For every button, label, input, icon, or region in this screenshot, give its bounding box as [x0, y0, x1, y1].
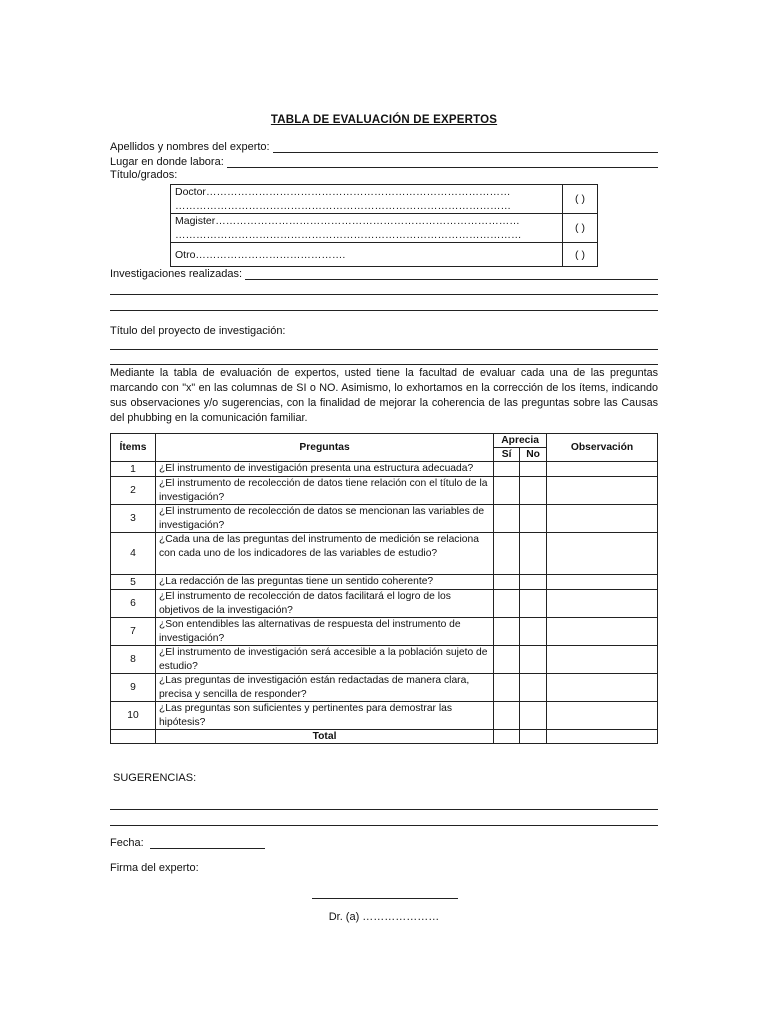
- question-text: ¿El instrumento de recolección de datos facilitará el logro de los objetivos de la investigación?: [155, 590, 493, 618]
- observation-cell[interactable]: [547, 618, 658, 646]
- si-cell[interactable]: [494, 590, 520, 618]
- degree-checkbox[interactable]: ( ): [563, 243, 598, 267]
- total-label: Total: [155, 730, 493, 744]
- table-row: [111, 533, 658, 575]
- questions-header: Preguntas: [155, 434, 493, 462]
- signature-label: Firma del experto:: [110, 862, 199, 874]
- research-blank[interactable]: [245, 269, 658, 280]
- name-field-row: [110, 141, 658, 153]
- work-label: Lugar en donde labora:: [110, 156, 224, 168]
- instructions-paragraph: Mediante la tabla de evaluación de expertos, usted tiene la facultad de evaluar cada una de las preguntas marcando con "x" en las columnas de SI o NO. Asimismo, lo exhortamos en la corrección de los ítems, indicando sus observaciones y/o sugerencias, con la finalidad de mejorar la coherencia de las preguntas sobre las Causas del phubbing en la comunicación familiar.: [110, 367, 658, 424]
- project-label: Título del proyecto de investigación:: [110, 325, 286, 337]
- degree-name: Otro: [175, 248, 196, 261]
- observation-cell[interactable]: [547, 505, 658, 533]
- degree-dots: ……………………………………………………………………………: [205, 186, 511, 198]
- question-text: ¿Cada una de las preguntas del instrumento de medición se relaciona con cada uno de los indicadores de las variables de estudio?: [155, 533, 493, 575]
- item-number: 9: [111, 674, 156, 702]
- item-number: 4: [111, 533, 156, 575]
- degree-row-magister: [171, 214, 598, 243]
- question-text: ¿Las preguntas de investigación están redactadas de manera clara, precisa y sencilla de responder?: [155, 674, 493, 702]
- suggestions-label: SUGERENCIAS:: [113, 772, 197, 784]
- work-blank[interactable]: [227, 157, 658, 168]
- item-number: 7: [111, 618, 156, 646]
- table-row: [111, 505, 658, 533]
- observation-cell[interactable]: [547, 533, 658, 575]
- observation-cell[interactable]: [547, 462, 658, 477]
- degrees-table: [170, 184, 598, 267]
- question-text: ¿Son entendibles las alternativas de respuesta del instrumento de investigación?: [155, 618, 493, 646]
- si-cell[interactable]: [494, 674, 520, 702]
- si-cell[interactable]: [494, 477, 520, 505]
- no-cell[interactable]: [520, 505, 547, 533]
- table-row: [111, 702, 658, 730]
- table-row: [111, 646, 658, 674]
- degree-checkbox[interactable]: ( ): [563, 214, 598, 243]
- question-text: ¿La redacción de las preguntas tiene un sentido coherente?: [155, 575, 493, 590]
- question-text: ¿El instrumento de investigación será accesible a la población sujeto de estudio?: [155, 646, 493, 674]
- observation-cell[interactable]: [547, 674, 658, 702]
- table-row: [111, 462, 658, 477]
- observation-cell[interactable]: [547, 646, 658, 674]
- observation-cell[interactable]: [547, 477, 658, 505]
- no-cell[interactable]: [520, 575, 547, 590]
- no-cell[interactable]: [520, 646, 547, 674]
- degree-name: Doctor: [175, 186, 206, 198]
- degree-dots: ……………………………………………………………………………………: [175, 200, 511, 212]
- research-blank-line[interactable]: [110, 294, 658, 295]
- total-no-cell[interactable]: [520, 730, 547, 744]
- degree-name: Magister: [175, 215, 216, 227]
- degree-cell: [171, 185, 563, 214]
- no-cell[interactable]: [520, 533, 547, 575]
- table-row: [111, 674, 658, 702]
- item-number: 3: [111, 505, 156, 533]
- project-blank-line[interactable]: [110, 364, 658, 365]
- item-number: 5: [111, 575, 156, 590]
- question-text: ¿El instrumento de recolección de datos tiene relación con el título de la investigación?: [155, 477, 493, 505]
- si-cell[interactable]: [494, 618, 520, 646]
- item-number: 2: [111, 477, 156, 505]
- item-number: 8: [111, 646, 156, 674]
- degree-dots: …………………………………….: [195, 248, 346, 261]
- question-text: ¿El instrumento de investigación presenta una estructura adecuada?: [155, 462, 493, 477]
- no-cell[interactable]: [520, 462, 547, 477]
- si-header: Sí: [494, 448, 520, 462]
- no-header: No: [520, 448, 547, 462]
- question-text: ¿Las preguntas son suficientes y pertinentes para demostrar las hipótesis?: [155, 702, 493, 730]
- signer-name: Dr. (a) …………………: [328, 911, 440, 923]
- degree-dots: ………………………………………………………………………………………: [175, 229, 522, 241]
- observation-cell[interactable]: [547, 702, 658, 730]
- degree-cell: [171, 214, 563, 243]
- aprecia-header: Aprecia: [494, 434, 547, 448]
- total-row: [111, 730, 658, 744]
- si-cell[interactable]: [494, 575, 520, 590]
- items-header: Ítems: [111, 434, 156, 462]
- name-label: Apellidos y nombres del experto:: [110, 141, 270, 153]
- suggestions-blank-line[interactable]: [110, 825, 658, 826]
- research-blank-line[interactable]: [110, 310, 658, 311]
- question-text: ¿El instrumento de recolección de datos se mencionan las variables de investigación?: [155, 505, 493, 533]
- evaluation-table: [110, 433, 658, 744]
- degree-row-otro: [171, 243, 598, 267]
- total-observation-cell[interactable]: [547, 730, 658, 744]
- header-row: [111, 434, 658, 448]
- document-title: TABLA DE EVALUACIÓN DE EXPERTOS: [270, 114, 498, 126]
- degree-row-doctor: [171, 185, 598, 214]
- si-cell[interactable]: [494, 462, 520, 477]
- si-cell[interactable]: [494, 646, 520, 674]
- no-cell[interactable]: [520, 477, 547, 505]
- total-empty-cell: [111, 730, 156, 744]
- degree-checkbox[interactable]: ( ): [563, 185, 598, 214]
- si-cell[interactable]: [494, 533, 520, 575]
- table-row: [111, 590, 658, 618]
- si-cell[interactable]: [494, 702, 520, 730]
- observation-header: Observación: [547, 434, 658, 462]
- total-si-cell[interactable]: [494, 730, 520, 744]
- research-label: Investigaciones realizadas:: [110, 268, 243, 280]
- date-label: Fecha:: [110, 837, 144, 849]
- table-row: [111, 477, 658, 505]
- no-cell[interactable]: [520, 674, 547, 702]
- project-blank-line[interactable]: [110, 349, 658, 350]
- table-row: [111, 575, 658, 590]
- name-blank[interactable]: [273, 142, 658, 153]
- observation-cell[interactable]: [547, 590, 658, 618]
- no-cell[interactable]: [520, 618, 547, 646]
- research-field-row: [110, 268, 658, 280]
- date-field-row: [110, 837, 265, 849]
- observation-cell[interactable]: [547, 575, 658, 590]
- item-number: 6: [111, 590, 156, 618]
- item-number: 1: [111, 462, 156, 477]
- date-blank[interactable]: [150, 838, 265, 849]
- si-cell[interactable]: [494, 505, 520, 533]
- degree-label: Título/grados:: [110, 169, 178, 181]
- suggestions-blank-line[interactable]: [110, 809, 658, 810]
- work-field-row: [110, 156, 658, 168]
- degree-dots: ……………………………………………………………………………: [215, 215, 520, 227]
- table-row: [111, 618, 658, 646]
- degree-cell: [171, 243, 563, 267]
- no-cell[interactable]: [520, 702, 547, 730]
- item-number: 10: [111, 702, 156, 730]
- signature-line[interactable]: [312, 898, 458, 899]
- no-cell[interactable]: [520, 590, 547, 618]
